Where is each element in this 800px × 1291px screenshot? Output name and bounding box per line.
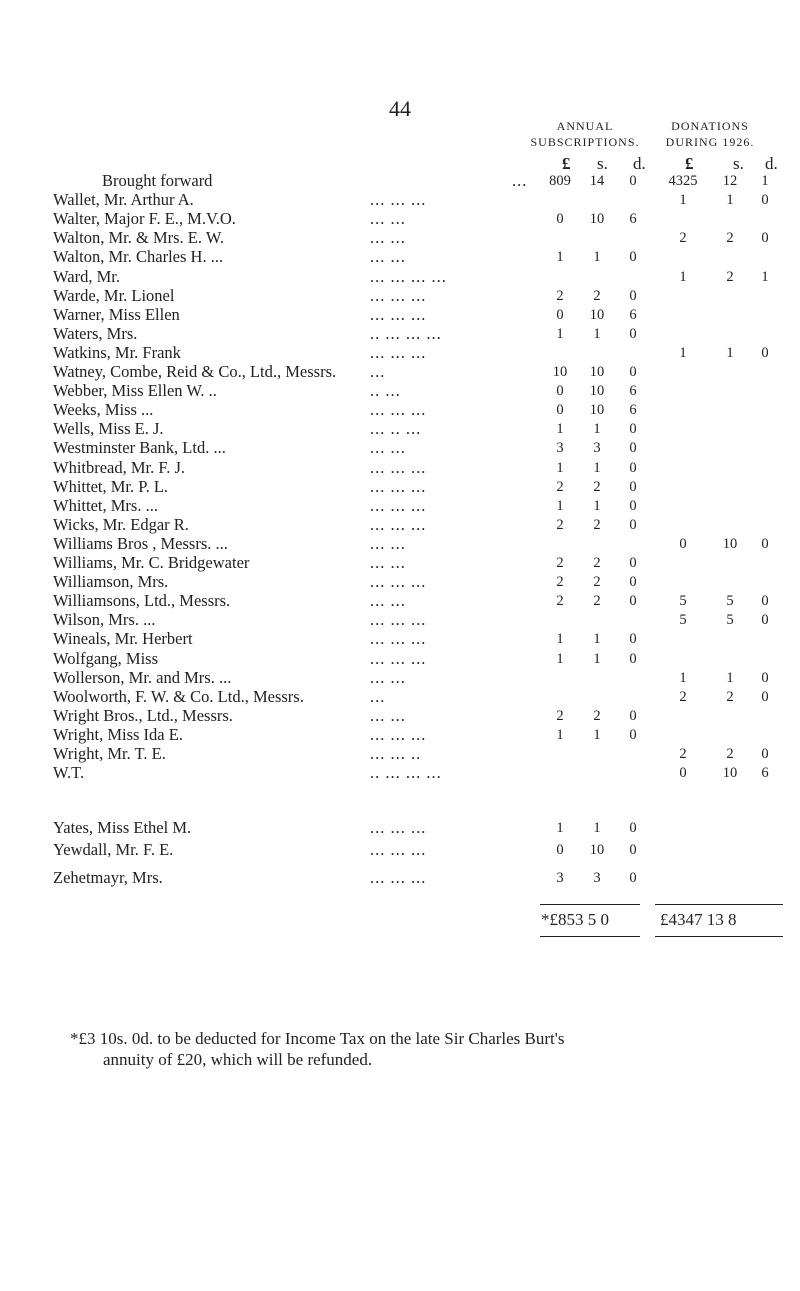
table-row: [0, 247, 800, 267]
table-row: [0, 496, 800, 516]
subscription-shillings: 10: [589, 383, 605, 400]
leader-dots: ... ...: [370, 667, 406, 687]
table-row: [0, 725, 800, 745]
row-name: Walton, Mr. Charles H. ...: [53, 247, 224, 267]
subscription-pounds: 0: [556, 383, 564, 400]
row-name: Wilson, Mrs. ...: [53, 610, 156, 630]
table-row: [0, 381, 800, 401]
leader-dots: .. ... ... ...: [370, 763, 442, 783]
donation-shillings: 12: [722, 173, 738, 189]
donation-pounds: 1: [679, 268, 687, 285]
donation-shillings: 2: [726, 230, 734, 247]
subscription-shillings: 3: [593, 440, 601, 457]
subscription-pence: 0: [629, 173, 637, 189]
row-name: Wallet, Mr. Arthur A.: [53, 190, 194, 210]
subscription-pence: 0: [629, 287, 637, 304]
donation-shillings: 1: [726, 669, 734, 686]
row-name: Brought forward: [102, 171, 213, 190]
table-row: [0, 362, 800, 382]
table-row: [0, 572, 800, 592]
leader-dots: ... ... ...: [370, 342, 427, 362]
don-total-rule-bottom: [655, 936, 783, 937]
table-row: [0, 458, 800, 478]
leader-dots: ...: [512, 171, 528, 190]
leader-dots: ... ...: [370, 705, 406, 725]
subscription-pounds: 0: [556, 211, 564, 228]
table-row: [0, 649, 800, 669]
table-row: [0, 190, 800, 210]
row-name: Wolfgang, Miss: [53, 648, 159, 668]
leader-dots: ... ... ...: [370, 868, 427, 887]
donation-pounds: 5: [679, 593, 687, 610]
donation-shillings: 5: [726, 593, 734, 610]
subscription-pounds: 3: [556, 870, 564, 886]
donation-pounds: 0: [679, 765, 687, 782]
row-name: Woolworth, F. W. & Co. Ltd., Messrs.: [53, 686, 304, 706]
row-name: Watkins, Mr. Frank: [53, 342, 181, 362]
leader-dots: ... ... ..: [370, 744, 422, 763]
leader-dots: ... ...: [370, 591, 406, 611]
donation-pounds: 1: [679, 192, 687, 209]
table-row: [0, 343, 800, 363]
annual-subscriptions-heading: [515, 118, 655, 150]
subscription-pounds: 1: [556, 650, 564, 667]
table-row: [0, 515, 800, 535]
subscription-pounds: 0: [556, 402, 564, 419]
table-row: [0, 324, 800, 344]
subscription-pence: 0: [629, 459, 637, 476]
annual-heading-line2: SUBSCRIPTIONS.: [530, 135, 640, 149]
leader-dots: ... ...: [370, 228, 406, 248]
subscription-pence: 0: [629, 325, 637, 342]
donation-shillings: 10: [722, 535, 738, 552]
sub-shilling-header: s.: [597, 154, 608, 173]
donation-pence: 0: [761, 669, 769, 686]
row-name: Wollerson, Mr. and Mrs. ...: [53, 667, 232, 687]
donation-pence: 0: [761, 344, 769, 361]
subscription-pence: 6: [629, 306, 637, 323]
row-name: Webber, Miss Ellen W. ..: [53, 381, 217, 401]
subscription-shillings: 1: [593, 631, 601, 648]
subscription-shillings: 1: [593, 726, 601, 743]
donation-pence: 0: [761, 230, 769, 247]
table-row: [0, 267, 800, 287]
subscription-pence: 6: [629, 402, 637, 419]
subscription-pounds: 0: [556, 842, 564, 858]
subscription-shillings: 2: [593, 555, 601, 571]
row-name: Whittet, Mr. P. L.: [53, 476, 169, 496]
subscription-shillings: 10: [589, 211, 605, 228]
row-name: Ward, Mr.: [53, 266, 120, 286]
table-row: [0, 629, 800, 649]
subscription-shillings: 2: [593, 574, 601, 591]
leader-dots: ... ...: [370, 438, 406, 458]
sub-total-rule-top: [540, 904, 640, 905]
donation-shillings: 2: [726, 746, 734, 762]
subscription-pounds: 2: [556, 555, 564, 571]
subscription-pence: 0: [629, 870, 637, 886]
subscription-pounds: 3: [556, 440, 564, 457]
subscription-pence: 0: [629, 707, 637, 724]
leader-dots: ... ... ...: [370, 400, 427, 420]
subscription-shillings: 1: [593, 820, 601, 836]
subscription-shillings: 10: [589, 306, 605, 323]
don-pence-header: d.: [765, 154, 778, 173]
subscription-shillings: 2: [593, 287, 601, 304]
subscription-pence: 0: [629, 593, 637, 610]
leader-dots: ... ... ...: [370, 629, 427, 649]
table-row: [0, 209, 800, 229]
table-row: [0, 706, 800, 726]
leader-dots: ...: [370, 362, 386, 381]
leader-dots: .. ... ... ...: [370, 323, 442, 343]
subscription-pence: 0: [629, 421, 637, 438]
table-row: [0, 763, 800, 783]
sub-pence-header: d.: [633, 154, 646, 173]
table-row: [0, 553, 800, 573]
don-pound-header: £: [685, 154, 694, 173]
row-name: Wright Bros., Ltd., Messrs.: [53, 705, 233, 725]
don-shilling-header: s.: [733, 154, 744, 173]
annual-heading-line1: ANNUAL: [556, 119, 614, 133]
subscription-pounds: 809: [549, 173, 571, 189]
subscription-pence: 0: [629, 478, 637, 495]
table-row: [0, 305, 800, 325]
donation-pence: 0: [761, 593, 769, 610]
leader-dots: ... ...: [370, 553, 406, 572]
footnote-line1: *£3 10s. 0d. to be deducted for Income Tax on the late Sir Charles Burt's: [70, 1029, 565, 1048]
don-total: £4347 13 8: [660, 910, 737, 929]
donation-pounds: 5: [679, 612, 687, 629]
subscription-pounds: 1: [556, 631, 564, 648]
table-row: [0, 744, 800, 764]
row-name: Wright, Miss Ida E.: [53, 724, 183, 744]
subscription-pounds: 1: [556, 325, 564, 342]
table-row: [0, 818, 800, 838]
donation-shillings: 5: [726, 612, 734, 629]
donation-pence: 0: [761, 612, 769, 629]
subscription-pounds: 2: [556, 516, 564, 533]
subscription-pounds: 2: [556, 478, 564, 495]
donation-pence: 0: [761, 192, 769, 209]
subscription-pounds: 1: [556, 421, 564, 438]
subscription-pounds: 2: [556, 287, 564, 304]
leader-dots: ... ... ...: [370, 285, 427, 305]
donation-pence: 0: [761, 688, 769, 705]
leader-dots: ... ... ...: [370, 648, 427, 668]
donations-heading: [640, 118, 780, 150]
row-name: Westminster Bank, Ltd. ...: [53, 438, 226, 458]
leader-dots: ... ... ...: [370, 476, 427, 496]
subscription-pence: 0: [629, 555, 637, 571]
table-row: [0, 400, 800, 420]
row-name: Wells, Miss E. J.: [53, 419, 164, 439]
subscription-pence: 0: [629, 726, 637, 743]
table-row: [0, 534, 800, 554]
subscription-shillings: 1: [593, 325, 601, 342]
subscription-shillings: 10: [589, 364, 605, 380]
leader-dots: ... ...: [370, 533, 406, 553]
table-row: [0, 171, 800, 191]
subscription-pounds: 1: [556, 726, 564, 743]
table-row: [0, 228, 800, 248]
subscription-shillings: 1: [593, 650, 601, 667]
sub-total-rule-bottom: [540, 936, 640, 937]
table-row: [0, 687, 800, 707]
leader-dots: ... ... ...: [370, 840, 427, 859]
donation-shillings: 1: [726, 192, 734, 209]
leader-dots: ... ... ...: [370, 457, 427, 477]
row-name: Williamsons, Ltd., Messrs.: [53, 591, 231, 611]
donation-pounds: 2: [679, 746, 687, 762]
donation-pounds: 4325: [668, 173, 698, 189]
subscription-pence: 6: [629, 211, 637, 228]
donation-shillings: 1: [726, 344, 734, 361]
table-row: [0, 840, 800, 860]
subscription-shillings: 1: [593, 421, 601, 438]
donation-pounds: 1: [679, 669, 687, 686]
leader-dots: .. ...: [370, 381, 401, 401]
footnote-line2: annuity of £20, which will be refunded.: [103, 1050, 373, 1069]
row-name: Watney, Combe, Reid & Co., Ltd., Messrs.: [53, 362, 337, 381]
subscription-pounds: 1: [556, 459, 564, 476]
row-name: Williams, Mr. C. Bridgewater: [53, 553, 250, 572]
page-number: 44: [389, 96, 411, 121]
leader-dots: ... ...: [370, 209, 406, 229]
don-total-rule-top: [655, 904, 783, 905]
leader-dots: ... ... ...: [370, 190, 427, 210]
subscription-pounds: 1: [556, 820, 564, 836]
footnote: [70, 1028, 760, 1070]
row-name: Whittet, Mrs. ...: [53, 495, 158, 515]
leader-dots: ...: [370, 686, 386, 706]
row-name: Weeks, Miss ...: [53, 400, 154, 420]
leader-dots: ... .. ...: [370, 419, 422, 439]
subscription-pence: 0: [629, 820, 637, 836]
leader-dots: ... ... ... ...: [370, 266, 447, 286]
donation-pounds: 2: [679, 688, 687, 705]
subscription-pence: 6: [629, 383, 637, 400]
donation-pounds: 0: [679, 535, 687, 552]
leader-dots: ... ... ...: [370, 495, 427, 515]
row-name: Warner, Miss Ellen: [53, 304, 180, 324]
row-name: Walter, Major F. E., M.V.O.: [53, 209, 236, 229]
sub-total: *£853 5 0: [541, 910, 609, 929]
leader-dots: ... ... ...: [370, 724, 427, 744]
donation-pence: 0: [761, 535, 769, 552]
subscription-shillings: 3: [593, 870, 601, 886]
donation-pence: 6: [761, 765, 769, 782]
leader-dots: ... ... ...: [370, 818, 427, 837]
row-name: Wicks, Mr. Edgar R.: [53, 514, 189, 534]
row-name: Wright, Mr. T. E.: [53, 744, 166, 763]
leader-dots: ... ... ...: [370, 572, 427, 592]
leader-dots: ... ... ...: [370, 304, 427, 324]
donation-shillings: 10: [722, 765, 738, 782]
row-name: Yates, Miss Ethel M.: [53, 818, 192, 837]
subscription-pounds: 1: [556, 249, 564, 266]
donation-pounds: 1: [679, 344, 687, 361]
donation-pence: 1: [761, 268, 769, 285]
table-row: [0, 668, 800, 688]
table-row: [0, 591, 800, 611]
row-name: W.T.: [53, 763, 85, 783]
donation-pence: 1: [761, 173, 769, 189]
subscription-pence: 0: [629, 249, 637, 266]
subscription-pounds: 2: [556, 574, 564, 591]
donations-heading-line2: DURING 1926.: [665, 135, 755, 149]
table-row: [0, 477, 800, 497]
subscription-shillings: 2: [593, 707, 601, 724]
donation-pounds: 2: [679, 230, 687, 247]
donation-shillings: 2: [726, 268, 734, 285]
subscription-pence: 0: [629, 574, 637, 591]
subscription-pence: 0: [629, 650, 637, 667]
row-name: Whitbread, Mr. F. J.: [53, 457, 186, 477]
donation-shillings: 2: [726, 688, 734, 705]
subscription-pence: 0: [629, 364, 637, 380]
row-name: Williams Bros , Messrs. ...: [53, 533, 228, 553]
subscription-shillings: 1: [593, 497, 601, 514]
table-row: [0, 438, 800, 458]
row-name: Waters, Mrs.: [53, 323, 138, 343]
donation-pence: 0: [761, 746, 769, 762]
sub-pound-header: £: [562, 154, 571, 173]
subscription-shillings: 2: [593, 478, 601, 495]
subscription-pence: 0: [629, 516, 637, 533]
row-name: Wineals, Mr. Herbert: [53, 629, 193, 649]
subscription-shillings: 10: [589, 842, 605, 858]
subscription-shillings: 10: [589, 402, 605, 419]
subscription-shillings: 2: [593, 593, 601, 610]
row-name: Walton, Mr. & Mrs. E. W.: [53, 228, 225, 248]
table-row: [0, 419, 800, 439]
table-row: [0, 286, 800, 306]
subscription-pounds: 1: [556, 497, 564, 514]
subscription-pence: 0: [629, 842, 637, 858]
row-name: Williamson, Mrs.: [53, 572, 169, 592]
subscription-pounds: 0: [556, 306, 564, 323]
subscription-shillings: 1: [593, 459, 601, 476]
subscription-shillings: 2: [593, 516, 601, 533]
table-row: [0, 610, 800, 630]
subscription-shillings: 14: [589, 173, 605, 189]
subscription-pence: 0: [629, 631, 637, 648]
subscription-shillings: 1: [593, 249, 601, 266]
row-name: Zehetmayr, Mrs.: [53, 868, 163, 887]
subscription-pounds: 2: [556, 593, 564, 610]
leader-dots: ... ... ...: [370, 610, 427, 630]
subscription-pence: 0: [629, 497, 637, 514]
row-name: Yewdall, Mr. F. E.: [53, 840, 174, 859]
row-name: Warde, Mr. Lionel: [53, 285, 175, 305]
table-row: [0, 868, 800, 888]
donations-heading-line1: DONATIONS: [671, 119, 749, 133]
leader-dots: ... ...: [370, 247, 406, 267]
leader-dots: ... ... ...: [370, 514, 427, 534]
subscription-pounds: 10: [552, 364, 568, 380]
subscription-pence: 0: [629, 440, 637, 457]
subscription-pounds: 2: [556, 707, 564, 724]
